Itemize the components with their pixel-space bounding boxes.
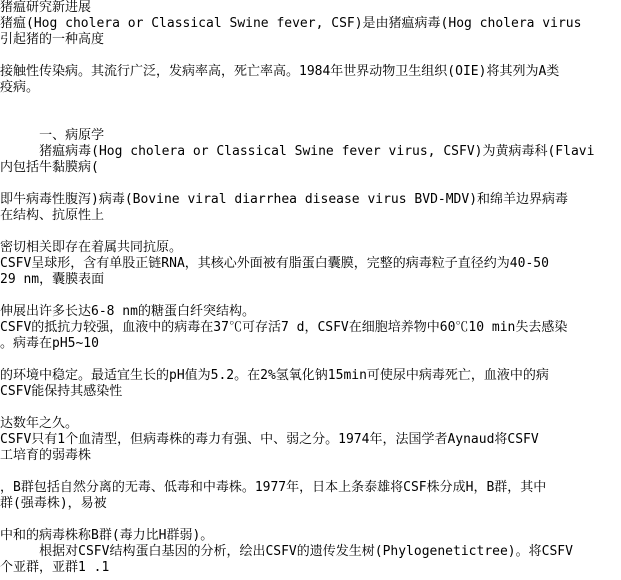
text-line: 引起猪的一种高度 [0, 32, 105, 47]
text-line: 群(强毒株)，易被 [0, 496, 107, 511]
text-line: 工培育的弱毒株 [0, 448, 92, 463]
text-line: 中和的病毒株称B群(毒力比H群弱)。 [0, 528, 214, 543]
text-line: 的环境中稳定。最适宜生长的pH值为5.2。在2%氢氧化钠15min可使尿中病毒死亡，血液中的病 [0, 368, 549, 383]
text-line: 猪瘟(Hog cholera or Classical Swine fever, CSF)是由猪瘟病毒(Hog cholera virus [0, 16, 582, 31]
text-line: 个亚群，亚群1 .1 [0, 560, 110, 575]
text-line: 猪瘟病毒(Hog cholera or Classical Swine fever virus, CSFV)为黄病毒科(Flavi [0, 144, 595, 159]
text-line: 密切相关即存在着属共同抗原。 [0, 240, 183, 255]
text-line: 疫病。 [0, 80, 40, 95]
text-line: 接触性传染病。其流行广泛，发病率高，死亡率高。1984年世界动物卫生组织(OIE)将其列为A类 [0, 64, 560, 79]
document-title: 猪瘟研究新进展 [0, 0, 92, 15]
text-line: 在结构、抗原性上 [0, 208, 105, 223]
section-heading: 一、病原学 [0, 128, 105, 143]
text-line: 29 nm，囊膜表面 [0, 272, 105, 287]
text-line: 即牛病毒性腹泻)病毒(Bovine viral diarrhea disease virus BVD-MDV)和绵羊边界病毒 [0, 192, 569, 207]
text-line: 内包括牛黏膜病( [0, 160, 99, 175]
text-line: 达数年之久。 [0, 416, 79, 431]
text-line: 根据对CSFV结构蛋白基因的分析，绘出CSFV的遗传发生树(Phylogenetictree)。将CSFV [0, 544, 573, 559]
text-line: CSFV只有1个血清型，但病毒株的毒力有强、中、弱之分。1974年，法国学者Aynaud将CSFV [0, 432, 539, 447]
text-line: ，B群包括自然分离的无毒、低毒和中毒株。1977年，日本上条泰雄将CSF株分成H，B群，其中 [0, 480, 547, 495]
text-line: 。病毒在pH5~10 [0, 336, 99, 351]
text-line: 伸展出许多长达6-8 nm的糖蛋白纤突结构。 [0, 304, 255, 319]
text-line: CSFV呈球形，含有单股正链RNA，其核心外面被有脂蛋白囊膜，完整的病毒粒子直径约为40-50 [0, 256, 549, 271]
text-line: CSFV的抵抗力较强，血液中的病毒在37℃可存活7 d，CSFV在细胞培养物中60℃10 min失去感染 [0, 320, 568, 335]
text-line: CSFV能保持其感染性 [0, 384, 123, 399]
